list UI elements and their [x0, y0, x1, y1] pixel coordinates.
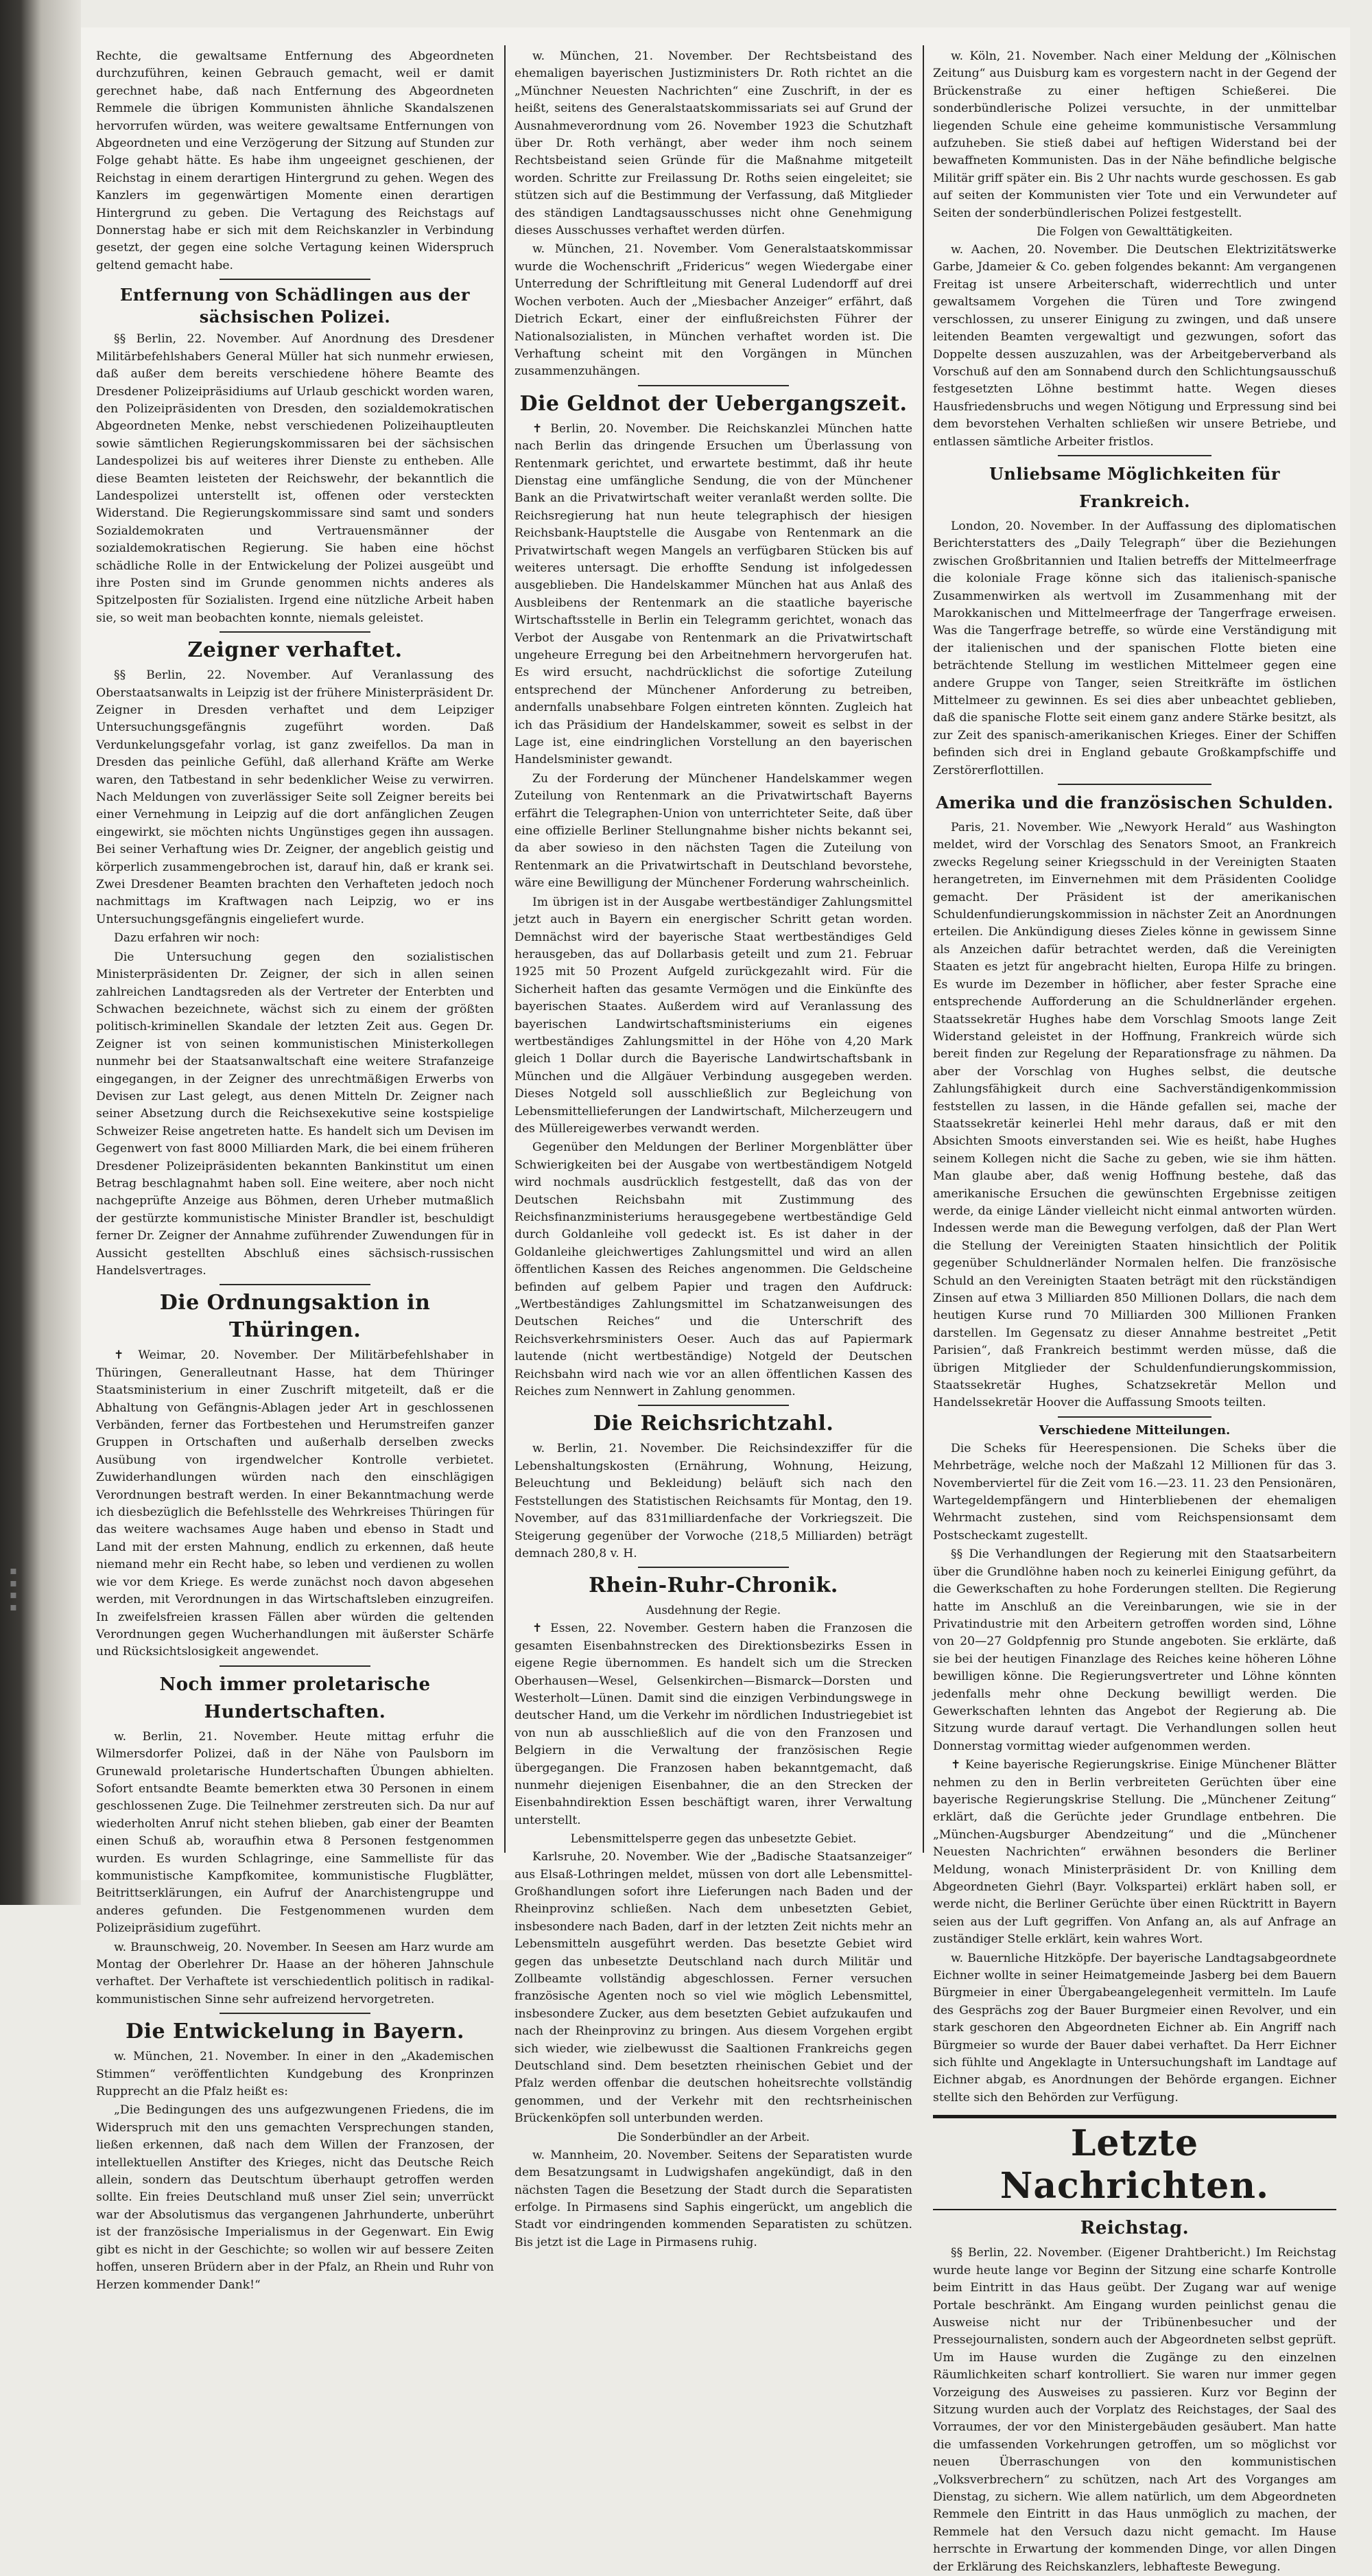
separator [220, 1665, 370, 1667]
article-paragraph: w. Aachen, 20. November. Die Deutschen Elektrizitätswerke Garbe, Jdameier & Co. geben folgendes bekannt: Am vergangenen Freitag ist unsere Arbeiterschaft, widerrechtlich und unter gewaltsamem Vorgehen die Türen und Tore zwingend verschlossen, zu unserer Einigung zu zwingen, und daß unsere leitenden Beamten vergewaltigt und gezwungen, sofort das Doppelte dessen auszuzahlen, was der Arbeitgeberverband als Vorschuß auf den am Sonnabend durch den Schlichtungsausschuß festgesetzten Löhne bestimmt hatte. Wegen dieses Hausfriedensbruchs und wegen Nötigung und Erpressung sind bei dem bevorstehen Verhalten schließen wir unsere Betriebe, und entlassen sämtliche Arbeiter fristlos. [933, 243, 1336, 449]
subheadline: Die Folgen von Gewalttätigkeiten. [1037, 225, 1233, 239]
headline: Die Ordnungsaktion in Thüringen. [159, 1291, 431, 1343]
article-paragraph: ✝ Berlin, 20. November. Die Reichskanzlei München hatte nach Berlin das dringende Ersuchen um Überlassung von Rentenmark gerichtet, und erwartete bestimmt, daß ihr heute Dienstag eine umfängliche Sendung, die von der Münchener Bank an die Privatwirtschaft weiter veranlaßt werden sollte. Die Reichsregierung hat nun heute telegraphisch der hiesigen Reichsbank-Hauptstelle die Ausgabe von Rentenmark an die Privatwirtschaft wegen Mangels an verfügbaren Stücken bis auf weiteres untersagt. Die erhoffte Sendung ist infolgedessen ausgeblieben. Die Handelskammer München hat aus Anlaß des Ausbleibens der Rentenmark an die staatliche bayerische Wirtschaftsstelle in Berlin ein Telegramm gerichtet, wonach das Verbot der Ausgabe von Rentenmark an die Privatwirtschaft ungeheure Erregung bei den Arbeitnehmern hervorgerufen hat. Es wird ersucht, nachdrücklichst die sofortige Zuteilung entsprechend der Münchener Anforderung zu betreiben, andernfalls unabsehbare Folgen eintreten könnten. Zugleich hat ich das Präsidium der Handelskammer, soweit es selbst in der Lage ist, eine eindringlichen Vorstellung an den bayerischen Handelsminister gewandt. [514, 421, 912, 767]
subheadline: Reichstag. [1080, 2218, 1190, 2239]
article-paragraph: §§ Berlin, 22. November. (Eigener Drahtbericht.) Im Reichstag wurde heute lange vor Beginn der Sitzung eine scharfe Kontrolle beim Eintritt in das Haus geübt. Der Zugang war auf wenige Portale beschränkt. Am Eingang wurden peinlichst genau die Ausweise nicht nur der Tribünenbesucher und der Pressejournalisten, sondern auch der Abgeordneten selbst geprüft. Um im Hause wurden die Zugänge zu den einzelnen Räumlichkeiten scharf kontrolliert. Sie waren nur immer gegen Vorzeigung des Ausweises zu passieren. Kurz vor Beginn der Sitzung wurden auch der Vorplatz des Reichstages, der Saal des Vorraumes, der vor den Ministergebäuden gesäubert. Man hatte die umfassenden Vorkehrungen getroffen, um so möglichst vor neuen Überraschungen von den kommunistischen „Volksverbrechern“ zu schützen, nach Art des Vorganges am Dienstag, zu sichern. Wie allem natürlich, um dem Abgeordneten Remmele den Eintritt in das Haus unmöglich zu machen, der Remmele hat den Versuch dazu nicht gemacht. Im Hause herrschte in Erwartung der kommenden Dinge, vor allen Dingen der Erklärung des Reichskanzlers, lebhafteste Bewegung. [933, 2246, 1336, 2574]
article-paragraph: w. Mannheim, 20. November. Seitens der Separatisten wurde dem Besatzungsamt in Ludwigshafen angekündigt, daß in den nächsten Tagen die Besetzung der Stadt durch die Separatisten erfolge. In Pirmasens sind Saphis eingerückt, um angeblich die Stadt vor eindringenden kommenden Separatisten zu schützen. Bis jetzt ist die Lage in Pirmasens ruhig. [514, 2148, 912, 2249]
column-1 [96, 48, 494, 2292]
separator [1058, 784, 1211, 785]
separator [1058, 455, 1211, 456]
headline: Die Entwickelung in Bayern. [126, 2019, 464, 2044]
article-paragraph: w. Bauernliche Hitzköpfe. Der bayerische Landtagsabgeordnete Eichner wollte in seiner Heimatgemeinde Jasberg bei dem Bauern Bürgmeier in einer Übergabeangelegenheit vermitteln. Im Laufe des Gesprächs zog der Bauer Burgmeier einen Revolver, und ein stark geschoren den Abgeordneten Eichner ab. Ein Angriff nach Bürgmeier so wurde der Bauer dabei verhaftet. Da Herr Eichner sich fühlte und Angeklagte in Untersuchungshaft im Landtage auf Eichner abgab, es Anordnungen der Behörde ergangen. Eichner stellte sich den Behörden zur Verfügung. [933, 1951, 1336, 2105]
article-paragraph: ✝ Essen, 22. November. Gestern haben die Franzosen die gesamten Eisenbahnstrecken des Direktionsbezirks Essen in eigene Regie übernommen. Es handelt sich um die Strecken Oberhausen—Wesel, Gelsenkirchen—Bismarck—Dorsten und Westerholt—Lünen. Damit sind die einzigen Verbindungswege in deutscher Hand, um die Verkehr im nördlichen Industriegebiet ist von nun ab ausschließlich auf die von den Franzosen und Belgiern in die Verwaltung der französischen Regie übergegangen. Die Franzosen haben bekanntgemacht, daß nunmehr diejenigen Eisenbahner, die an den Strecken der Eisenbahndirektion Essen beschäftigt waren, ihrer Verwaltung unterstellt. [514, 1621, 912, 1827]
article-paragraph: w. München, 21. November. Der Rechtsbeistand des ehemaligen bayerischen Justizministers Dr. Roth richtet an die „Münchner Neuesten Nachrichten“ eine Zuschrift, in der es heißt, seitens des Generalstaatskommissariats sei auf Grund der Ausnahmeverordnung vom 26. November 1923 die Schutzhaft über Dr. Roth verhängt, aber weder ihm noch seinem Rechtsbeistand seien Gründe für die Maßnahme mitgeteilt worden. Schritte zur Freilassung Dr. Roths seien eingeleitet; sie stützen sich auf die Bestimmung der Verfassung, daß Mitglieder des ständigen Landtagsausschusses nicht ohne Genehmigung dieses Ausschusses verhaftet werden dürfen. [514, 49, 912, 238]
article-paragraph: London, 20. November. In der Auffassung des diplomatischen Berichterstatters des „Daily Telegraph“ über die Beziehungen zwischen Großbritannien und Italien betreffs der Mittelmeerfrage die koloniale Frage könne sich das italienisch-spanische Zusammenwirken als wertvoll im Zusammenhang mit der Marokkanischen und Mittelmeerfrage der Tangerfrage erweisen. Was die Tangerfrage betreffe, so würde eine Verständigung mit der italienischen und der spanischen Flotte bieten eine beträchtende Stellung im westlichen Mittelmeer gegen eine andere Gruppe von Tanger, seien Streitkräfte im östlichen Mittelmeer zu gewinnen. Es sei dies aber unbeachtet geblieben, daß die spanische Flotte seit einem ganz andere Stärke besitzt, als zur Zeit des spanisch-amerikanischen Krieges. Einer der Schiffen befinden sich drei in England gebaute Großkampfschiffe und Zerstörerflottillen. [933, 519, 1336, 777]
headline: Amerika und die französischen Schulden. [936, 793, 1334, 813]
article-paragraph: w. München, 21. November. In einer in den „Akademischen Stimmen“ veröffentlichten Kundgebung des Kronprinzen Rupprecht an die Pfalz heißt es: [96, 2050, 494, 2099]
article-paragraph: §§ Die Verhandlungen der Regierung mit den Staatsarbeitern über die Grundlöhne haben noch zu keinerlei Einigung geführt, da die Gewerkschaften zu hohe Forderungen stellten. Die Regierung hatte im Anschluß an die Vereinbarungen, wie sie in der Privatindustrie mit den Arbeitern getroffen worden sind, Löhne von 20—27 Goldpfennig pro Stunde angeboten. Sie erklärte, daß sie bei der heutigen Finanzlage des Reiches keine höheren Löhne bewilligen könne. Die Regierungsvertreter und Löhne könnten jedenfalls mehr ohne Deckung bewilligt werden. Die Gewerkschaften lehnten das Angebot der Regierung ab. Die Sitzung wurde darauf vertagt. Die Verhandlungen sollen heut Donnerstag vormittag wieder aufgenommen werden. [933, 1547, 1336, 1753]
column-rule [504, 45, 506, 1853]
separator [220, 631, 370, 633]
article-paragraph: Die Untersuchung gegen den sozialistischen Ministerpräsidenten Dr. Zeigner, der sich in allen seinen zahlreichen Landtagsreden als der Vertreter der Enterbten und Schwachen bezeichnete, wächst sich zu einem der größten politisch-kriminellen Skandale der letzten Zeit aus. Gegen Dr. Zeigner ist von seinen kommunistischen Ministerkollegen nunmehr bei der Staatsanwaltschaft eine weitere Strafanzeige eingegangen, in der Zeigner des unrechtmäßigen Erwerbs von Devisen zur Last gelegt, aus denen Mitteln Dr. Zeigner nach seiner Absetzung durch die Reichsexekutive seine kostspielige Schweizer Reise angetreten hatte. Es handelt sich um Devisen im Gegenwert von fast 8000 Milliarden Mark, die bei einem früheren Dresdener Polizeipräsidenten bekannten Bankinstitut um einen Betrag beschlagnahmt haben soll. Eine weitere, aber noch nicht nachgeprüfte Anzeige aus Böhmen, deren Urheber mutmaßlich der gestürzte kommunistische Minister Brandler ist, beschuldigt ferner Dr. Zeigner der Annahme zuführender Zuwendungen für in Aussicht gestellten Abschluß eines sächsisch-russischen Handelsvertrages. [96, 950, 494, 1278]
column-3 [933, 48, 1336, 2574]
article-paragraph: w. Braunschweig, 20. November. In Seesen am Harz wurde am Montag der Oberlehrer Dr. Haase an der höheren Jahnschule verhaftet. Der Verhaftete ist verschiedentlich politisch in radikal-kommunistischen Sinne sehr aufreizend hervorgetreten. [96, 1940, 494, 2006]
headline: Noch immer proletarische Hundertschaften. [159, 1674, 431, 1722]
separator [220, 1284, 370, 1285]
last-news-box [933, 2115, 1336, 2210]
article-paragraph: §§ Berlin, 22. November. Auf Anordnung des Dresdener Militärbefehlshabers General Müller hat sich nunmehr erwiesen, daß außer dem bereits verschiedene höhere Beamte des Dresdener Polizeipräsidiums auf Urlaub geschickt worden waren, den Polizeipräsidenten von Dresden, den sozialdemokratischen Abgeordneten Menke, nebst verschiedenen Polizeihauptleuten sowie sämtlichen Regierungskommissaren bei der sächsischen Landespolizei bis auf weiteres ihrer Dienste zu entheben. Alle diese Beamten leisteten der Reichswehr, der bekanntlich die Landespolizei unterstellt ist, offenen oder versteckten Widerstand. Die Regierungskommissare sind samt und sonders Sozialdemokraten und Vertrauensmänner der sozialdemokratischen Regierung. Sie haben eine höchst schädliche Rolle in der Entwickelung der Polizei ausgeübt und ihre Posten sind im Grunde genommen nichts anderes als Spitzelposten für Sozialisten. Irgend eine nützliche Arbeit haben sie, so weit man beobachten konnte, niemals geleistet. [96, 332, 494, 625]
column-rule [923, 45, 924, 1853]
article-paragraph: w. München, 21. November. Vom Generalstaatskommissar wurde die Wochenschrift „Fridericus“ wegen Wiedergabe einer Unterredung der Schriftleitung mit General Ludendorff auf drei Wochen verboten. Auch der „Miesbacher Anzeiger“ erfährt, daß Dietrich Eckart, einer der einflußreichsten Führer der Nationalsozialisten, in München verhaftet worden ist. Die Verhaftung scheint mit den Vorgängen in München zusammenzuhängen. [514, 242, 912, 379]
column-2 [514, 48, 912, 2249]
article-paragraph: Paris, 21. November. Wie „Newyork Herald“ aus Washington meldet, wird der Vorschlag des Senators Smoot, an Frankreich zwecks Regelung seiner Kriegsschuld in der Vereinigten Staaten herangetreten, im Einvernehmen mit dem Präsidenten Coolidge gemacht. Der Präsident ist der amerikanischen Schuldenfundierungskommission in nächster Zeit an Anordnungen erteilen. Die Ankündigung dieses Zieles könne in gewissem Sinne als Anzeichen dafür betrachtet werden, daß die Vereinigten Staaten es jetzt für angebracht hielten, Europa Hilfe zu bringen. Es wurde im Dezember in höflicher, aber fester Sprache eine entsprechende Aufforderung an die Schuldnerländer ergehen. Staatssekretär Hughes habe dem Vorschlag Smoots lange Zeit Widerstand geleistet in der Hoffnung, Frankreich würde sich bereit finden zur Regelung der Reparationsfrage zu nähmen. Da aber der Vorschlag von Hughes selbst, die deutsche Zahlungsfähigkeit durch eine Sachverständigenkommission feststellen zu lassen, in die Hände gefallen sei, mache der Staatssekretär keinerlei Hehl mehr daraus, daß er mit den Absichten Smoots einverstanden sei. Wie es heißt, habe Hughes seinem Kollegen nicht die Sache zu geben, wie sie ihm hätten. Man glaube aber, daß wenig Hoffnung bestehe, daß das amerikanische Ersuchen die gewünschten Ergebnisse zeitigen werde, da einige Länder vielleicht nicht einmal antworten würden. Indessen werde man die Bewegung verfolgen, daß der Plan Wert die Stellung der Vereinigten Staaten hinsichtlich der Politik gegenüber Schuldnerländer Normalen helfen. Die französische Schuld an den Vereinigten Staaten beträgt mit den rückständigen Zinsen auf etwa 3 Milliarden 850 Millionen Dollars, die nach dem heutigen Kurse rund 70 Milliarden 300 Millionen Franken darstellen. Im Gegensatz zu dieser Annahme bestreitet „Petit Parisien“, daß Frankreich bestimmt werden müsse, daß die übrigen Mitglieder der Schuldenfundierungskommission, Staatssekretär Hughes, Schatzsekretär Mellon und Handelssekretär Hoover die Auffassung Smoots teilten. [933, 821, 1336, 1410]
headline: Verschiedene Mitteilungen. [1039, 1422, 1231, 1438]
article-paragraph: Die Scheks für Heerespensionen. Die Scheks über die Mehrbeträge, welche noch der Maßzahl 12 Millionen für das 3. Novemberviertel für die Zeit vom 16.—23. 11. 23 den Pensionären, Wartegeldempfängern und Hinterbliebenen der ehemaligen Wehrmacht zustehen, sind vom Reichspensionsamt dem Postscheckamt zugestellt. [933, 1441, 1336, 1543]
subheadline: Lebensmittelsperre gegen das unbesetzte Gebiet. [570, 1832, 857, 1846]
newspaper-page [81, 27, 1350, 2574]
headline: Unliebsame Möglichkeiten für Frankreich. [989, 463, 1280, 511]
separator [638, 1405, 789, 1406]
article-paragraph: w. Berlin, 21. November. Die Reichsindexziffer für die Lebenshaltungskosten (Ernährung, Wohnung, Heizung, Beleuchtung und Bekleidung) beläuft sich nach den Feststellungen des Statistischen Reichsamts für Montag, den 19. November, auf das 831milliardenfache der Vorkriegszeit. Die Steigerung gegenüber der Vorwoche (218,5 Milliarden) beträgt demnach 280,8 v. H. [514, 1442, 912, 1560]
article-paragraph: §§ Berlin, 22. November. Auf Veranlassung des Oberstaatsanwalts in Leipzig ist der frühere Ministerpräsident Dr. Zeigner in Dresden verhaftet und dem Leipziger Untersuchungsgefängnis zugeführt worden. Daß Verdunkelungsgefahr vorlag, ist ganz zweifellos. Da man in Dresden das peinliche Gefühl, daß allerhand Kräfte am Werke waren, den Tatbestand in sehr bedenklicher Weise zu verwirren. Nach Meldungen von zuverlässiger Seite soll Zeigner bereits bei einer Vernehmung in Leipzig auf die dort anfänglichen Zeugen eingewirkt, sie möchten nichts Ungünstiges gegen ihn aussagen. Bei seiner Verhaftung wies Dr. Zeigner, der angeblich geistig und körperlich zusammengebrochen ist, darauf hin, daß er krank sei. Zwei Dresdener Beamten brachten den Verhafteten jedoch noch nachmittags im Kraftwagen nach Leipzig, wo er ins Untersuchungsgefängnis eingeliefert wurde. [96, 668, 494, 926]
separator [220, 2013, 370, 2014]
separator [220, 279, 370, 280]
article-paragraph: w. Köln, 21. November. Nach einer Meldung der „Kölnischen Zeitung“ aus Duisburg kam es vorgestern nacht in der Gegend der Brückenstraße zu einer heftigen Schießerei. Die sonderbündlerische Polizei versuchte, in der unmittelbar liegenden Schule eine geheime kommunistische Versammlung aufzuheben. Sie stieß dabei auf heftigen Widerstand bei der bewaffneten Kommunisten. Das in der Nähe befindliche belgische Militär griff später ein. Bis 2 Uhr nachts wurde geschossen. Es gab auf seiten der Kommunisten vier Tote und ein Verwundeter auf Seiten der sonderbündlerischen Polizei festgestellt. [933, 49, 1336, 220]
separator [638, 1567, 789, 1568]
last-news-title: Letzte Nachrichten. [1000, 2122, 1270, 2208]
article-paragraph: Zu der Forderung der Münchener Handelskammer wegen Zuteilung von Rentenmark an die Privatwirtschaft Bayerns erfährt die Telegraphen-Union von unterrichteter Seite, daß über eine offizielle Berliner Stellungnahme bisher nichts bekannt sei, da aber sowieso in den nächsten Tagen die Zuteilung von Rentenmark an die Privatwirtschaft in Deutschland bevorstehe, wäre eine Bewilligung der Münchener Forderung wahrscheinlich. [514, 771, 912, 891]
separator [638, 385, 789, 386]
article-paragraph: Gegenüber den Meldungen der Berliner Morgenblätter über Schwierigkeiten bei der Ausgabe von wertbeständigem Notgeld wird nochmals ausdrücklich festgestellt, daß das von der Deutschen Reichsbahn mit Zustimmung des Reichsfinanzministeriums herausgegebene wertbeständige Geld durch Goldanleihe voll gedeckt ist. Es ist daher in der Goldanleihe gleichwertiges Zahlungsmittel und wird an allen öffentlichen Kassen des Reiches angenommen. Die Geldscheine befinden auf gelbem Papier und tragen den Aufdruck: „Wertbeständiges Zahlungsmittel im Schatzanweisungen des Deutschen Reiches“ und die Unterschrift des Reichsverkehrsministers Oeser. Auch das auf Papiermark lautende (nicht wertbeständige) Notgeld der Deutschen Reichsbahn wird nach wie vor an allen öffentlichen Kassen des Reiches zum Nennwert in Zahlung genommen. [514, 1140, 912, 1399]
headline: Die Geldnot der Uebergangszeit. [519, 391, 908, 416]
binding-marks: ▪ ▪ ▪ ▪ [10, 1564, 17, 1613]
subheadline: Die Sonderbündler an der Arbeit. [617, 2130, 810, 2144]
separator [1058, 1416, 1211, 1418]
article-paragraph: Dazu erfahren wir noch: [114, 931, 260, 946]
article-paragraph: ✝ Weimar, 20. November. Der Militärbefehlshaber in Thüringen, Generalleutnant Hasse, hat dem Thüringer Staatsministerium in einer Zuschrift mitgeteilt, daß er die Abhaltung von Gefängnis-Ablagen jeder Art in geschlossenen Verbänden, ferner das Fortbestehen und Herumstreifen ganzer Gruppen in Ortschaften und außerhalb derselben zwecks Ausübung von irgendwelcher Kontrolle verbietet. Zuwiderhandlungen würden nach den einschlägigen Verordnungen bestraft werden. In einer Bekanntmachung werde ich diesbezüglich die Befehlsstelle des Wehrkreises Thüringen für das weitere wachsames Auge haben und ebenso in Stadt und Land mit der ersten Mahnung, endlich zu erkennen, daß heute niemand mehr ein Recht habe, so leben und verdienen zu wollen wie vor dem Kriege. Es werde zunächst noch davon abgesehen werden, mit Verordnungen in das Wirtschaftsleben einzugreifen. In zweifelsfreien krassen Fällen aber würden die geltenden Verordnungen gegen Wucherhandlungen mit äußerster Schärfe und Rücksichtslosigkeit angewendet. [96, 1348, 494, 1659]
binding-edge [0, 0, 81, 1905]
article-paragraph: „Die Bedingungen des uns aufgezwungenen Friedens, die im Widerspruch mit den uns gemachten Versprechungen standen, ließen erkennen, daß nach dem Willen der Franzosen, der intellektuellen Anstifter des Krieges, nicht das Deutsche Reich allein, sondern das Deutschtum überhaupt getroffen werden sollte. Ein freies Deutschland muß unser Ziel sein; unverrückt war der Absolutismus das vergangenen Jahrhunderte, unberührt ist der französische Imperialismus in der Gegenwart. Ein Ewig gibt es nicht in der Geschichte; so wollen wir auf bessere Zeiten hoffen, unseren Brüdern aber in der Pfalz, an Rhein und Ruhr von Herzen kommender Dank!“ [96, 2103, 494, 2292]
article-paragraph: Rechte, die gewaltsame Entfernung des Abgeordneten durchzuführen, keinen Gebrauch gemacht, weil er damit gerechnet habe, daß nach Entfernung des Abgeordneten Remmele die übrigen Kommunisten ähnliche Skandalszenen hervorrufen würden, was weitere gewaltsame Entfernungen von Abgeordneten und eine Verzögerung der Sitzung auf Stunden zur Folge gehabt hätte. Es habe ihm ungeeignet geschienen, der Reichstag in einem derartigen Hintergrund zu gehen. Wegen des Kanzlers im gegenwärtigen Momente einen derartigen Hintergrund zu geben. Die Vertagung des Reichstags auf Donnerstag habe er sich mit dem Reichskanzler in Verbindung gesetzt, der gegen eine solche Vertagung keinen Widerspruch geltend gemacht habe. [96, 49, 494, 272]
article-paragraph: ✝ Keine bayerische Regierungskrise. Einige Münchener Blätter nehmen zu den in Berlin verbreiteten Gerüchten über eine bayerische Regierungskrise Stellung. Die „Münchener Zeitung“ erklärt, daß die Gerüchte jeder Grundlage entbehren. Die „München-Augsburger Abendzeitung“ und die „Münchener Neuesten Nachrichten“ erwähnen besonders die Berliner Meldung, wonach Ministerpräsident Dr. von Knilling dem Abgeordneten Giehrl (Bayr. Volkspartei) erklärt haben soll, er werde nicht, die Berliner Gerüchte über einen Rücktritt in Bayern seien aus der Luft gegriffen. Von Anfang an, als auf Anfrage an zuständiger Stelle erklärt, kein wahres Wort. [933, 1758, 1336, 1947]
article-paragraph: w. Berlin, 21. November. Heute mittag erfuhr die Wilmersdorfer Polizei, daß in der Nähe von Paulsborn im Grunewald proletarische Hundertschaften Übungen abhielten. Sofort entsandte Beamte bemerkten etwa 30 Personen in einem geschlossenen Zuge. Die Teilnehmer zerstreuten sich. Da nur auf wiederholten Anruf nicht stehen blieben, gab einer der Beamten einen Schuß ab, woraufhin etwa 8 Personen festgenommen wurden. Es wurden Schlagringe, eine Sammelliste für das kommunistische Kampfkomitee, kommunistische Flugblätter, Beitrittserklärungen, ein Aufruf der Anarchistengruppe und anderes gefunden. Die Festgenommenen wurden dem Polizeipräsidium zugeführt. [96, 1729, 494, 1936]
headline: Rhein-Ruhr-Chronik. [589, 1573, 838, 1598]
headline: Die Reichsrichtzahl. [593, 1412, 834, 1436]
article-paragraph: Karlsruhe, 20. November. Wie der „Badische Staatsanzeiger“ aus Elsaß-Lothringen meldet, müssen von dort alle Lebensmittel-Großhandlungen sofort ihre Lieferungen nach Baden und der Rheinprovinz schließen. Nach dem unbesetzten Gebiet, insbesondere nach Baden, darf in der letzten Zeit nichts mehr an Lebensmitteln ausgeführt werden. Das besetzte Gebiet wird gegen das unbesetzte Deutschland nach durch Militär und Zollbeamte vollständig abgeschlossen. Ferner versuchen französische Agenten noch so viel wie möglich Lebensmittel, insbesondere Zucker, aus dem besetzten Gebiet aufzukaufen und nach der Rheinprovinz zu bringen. Aus diesem Vorgehen ergibt sich wieder, wie zielbewusst die Saaltionen Frankreichs gegen Deutschland sind. Dem besetzten rheinischen Gebiet und der Pfalz werden offenbar die deutschen hoheitsrechte vollständig genommen, und der Verkehr mit den rechtsrheinischen Brückenköpfen soll unterbunden werden. [514, 1850, 912, 2126]
headline: Zeigner verhaftet. [187, 638, 403, 663]
headline: Entfernung von Schädlingen aus der sächsischen Polizei. [119, 285, 471, 327]
subheadline: Ausdehnung der Regie. [646, 1604, 781, 1617]
article-paragraph: Im übrigen ist in der Ausgabe wertbeständiger Zahlungsmittel jetzt auch in Bayern ein energischer Schritt getan worden. Demnächst wird der bayerische Staat wertbeständiges Geld herausgeben, das auf Dollarbasis geteilt und zum 21. Februar 1925 mit 50 Prozent Aufgeld zurückgezahlt wird. Für die Sicherheit haften das gesamte Vermögen und die Einkünfte des bayerischen Staates. Außerdem wird auf Veranlassung des bayerischen Landwirtschaftsministeriums ein eigenes wertbeständiges Zahlungsmittel in der Höhe von 4,20 Mark gleich 1 Dollar durch die Bayerische Landwirtschaftsbank in München und die Allgäuer Verbindung ausgegeben werden. Dieses Notgeld soll ausschließlich zur Begleichung von Lebensmittellieferungen der Landwirtschaft, Milcherzeugern und des Müllereigewerbes verwandt werden. [514, 895, 912, 1136]
